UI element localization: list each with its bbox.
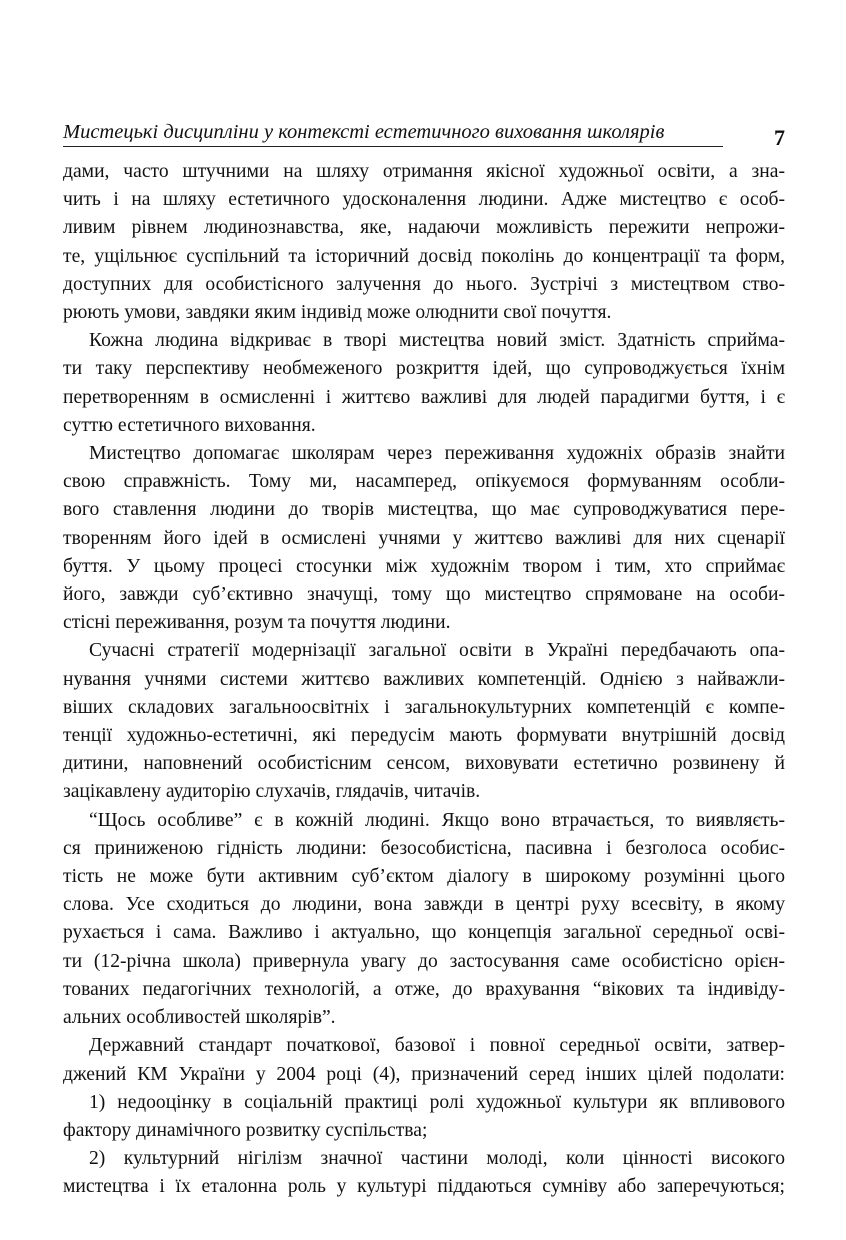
text-line: свою справжність. Тому ми, насамперед, опікуємося формуванням особли- bbox=[63, 471, 785, 493]
text-line: доступних для особистісного залучення до нього. Зустрічі з мистецтвом ство- bbox=[63, 273, 785, 295]
page-number: 7 bbox=[774, 125, 785, 150]
text-line: ти (12-річна школа) привернула увагу до застосування саме особистісно орієн- bbox=[63, 950, 785, 972]
running-head bbox=[63, 121, 785, 150]
text-line: Мистецтво допомагає школярам через переживання художніх образів знайти bbox=[89, 443, 785, 465]
text-line: нування учнями системи життєво важливих компетенцій. Однією з найважли- bbox=[63, 668, 785, 690]
text-line: Сучасні стратегії модернізації загальної освіти в Україні передбачають опа- bbox=[89, 640, 785, 662]
text-line: буття. У цьому процесі стосунки між художнім твором і тим, хто сприймає bbox=[63, 555, 785, 577]
text-line: його, завжди суб’єктивно значущі, тому що мистецтво спрямоване на особи- bbox=[63, 584, 785, 606]
text-line: 1) недооцінку в соціальній практиці ролі художньої культури як впливового bbox=[89, 1091, 785, 1113]
text-line: джений КМ України у 2004 році (4), призначений серед інших цілей подолати: bbox=[63, 1063, 785, 1085]
header-rule bbox=[63, 146, 723, 147]
text-line: вого ставлення людини до творів мистецтва, що має супроводжуватися пере- bbox=[63, 499, 785, 521]
text-line: тенції художньо-естетичні, які передусім мають формувати внутрішній досвід bbox=[63, 725, 785, 747]
text-line: тість не може бути активним суб’єктом діалогу в широкому розумінні цього bbox=[63, 866, 785, 888]
text-line: суттю естетичного виховання. bbox=[63, 414, 316, 436]
text-line: стісні переживання, розум та почуття людини. bbox=[63, 612, 451, 634]
text-line: чить і на шляху естетичного удосконалення людини. Адже мистецтво є особ- bbox=[63, 189, 785, 211]
text-line: альних особливостей школярів”. bbox=[63, 1007, 336, 1029]
text-line: віших складових загальноосвітніх і загальнокультурних компетенцій є компе- bbox=[63, 696, 785, 718]
text-line: перетворенням в осмисленні і життєво важливі для людей парадигми буття, і є bbox=[63, 386, 785, 408]
text-line: те, ущільнює суспільний та історичний досвід поколінь до концентрації та форм, bbox=[63, 245, 785, 267]
text-line: зацікавлену аудиторію слухачів, глядачів, читачів. bbox=[63, 781, 481, 803]
body-text bbox=[63, 158, 785, 1202]
text-line: рюють умови, завдяки яким індивід може олюднити свої почуття. bbox=[63, 302, 612, 324]
text-line: мистецтва і їх еталонна роль у культурі піддаються сумніву або заперечуються; bbox=[63, 1176, 785, 1198]
text-line: фактору динамічного розвитку суспільства; bbox=[63, 1119, 428, 1141]
text-line: ти таку перспективу необмеженого розкриття ідей, що супроводжується їхнім bbox=[63, 358, 785, 380]
text-line: рухається і сама. Важливо і актуально, що концепція загальної середньої осві- bbox=[63, 922, 785, 944]
text-line: Кожна людина відкриває в творі мистецтва новий зміст. Здатність сприйма- bbox=[89, 330, 785, 352]
text-line: дами, часто штучними на шляху отримання якісної художньої освіти, а зна- bbox=[63, 161, 785, 182]
text-line: тованих педагогічних технологій, а отже, до врахування “вікових та індивіду- bbox=[63, 978, 785, 1000]
running-title: Мистецькі дисципліни у контексті естетичного виховання школярів bbox=[63, 121, 665, 143]
text-line: “Щось особливе” є в кожній людині. Якщо воно втрачається, то виявляєть- bbox=[89, 809, 785, 831]
text-line: ливим рівнем людинознавства, яке, надаючи можливість пережити непрожи- bbox=[63, 217, 785, 239]
text-line: 2) культурний нігілізм значної частини молоді, коли цінності високого bbox=[89, 1148, 785, 1170]
text-line: Державний стандарт початкової, базової і повної середньої освіти, затвер- bbox=[89, 1035, 785, 1057]
text-line: ся приниженою гідність людини: безособистісна, пасивна і безголоса особис- bbox=[63, 837, 785, 859]
text-line: слова. Усе сходиться до людини, вона завжди в центрі руху всесвіту, в якому bbox=[63, 894, 785, 916]
text-line: дитини, наповнений особистісним сенсом, виховувати естетично розвинену й bbox=[63, 753, 785, 775]
text-line: творенням його ідей в осмислені учнями у життєво важливі для них сценарії bbox=[63, 527, 785, 549]
